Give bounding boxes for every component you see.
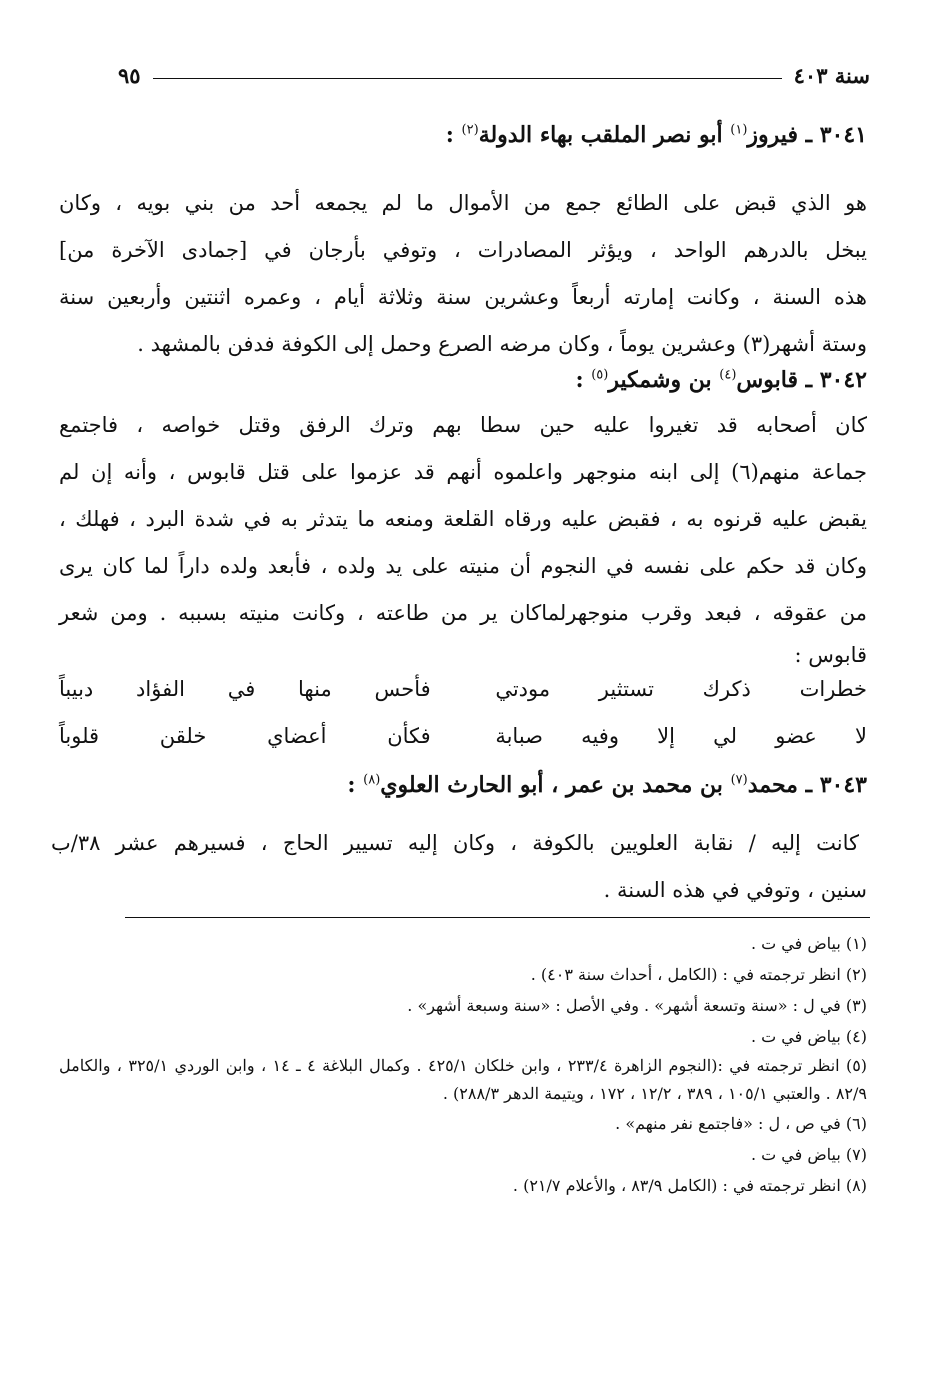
footnote: (٣) في ل : «سنة وتسعة أشهر» . وفي الأصل : «سنة وسبعة أشهر» . bbox=[407, 996, 867, 1015]
text-line: يبخل بالدرهم الواحد ، ويؤثر المصادرات ، وتوفي بأرجان في [جمادى الآخرة من] bbox=[59, 238, 867, 262]
footnote: (١) بياض في ت . bbox=[750, 934, 867, 953]
page-number: ٩٥ bbox=[118, 62, 141, 88]
footnote: (٤) بياض في ت . bbox=[750, 1027, 867, 1046]
entry-title-3043: ٣٠٤٣ ـ محمد$^{(٧)}$ بن محمد بن عمر ، أبو الحارث العلوي$^{(٨)}$ : bbox=[347, 772, 867, 798]
footnote: (٨) انظر ترجمته في : (الكامل ٨٣/٩ ، والأعلام ٢١/٧) . bbox=[512, 1176, 867, 1195]
footnotes bbox=[59, 928, 867, 1201]
text-line: كان أصحابه قد تغيروا عليه حين سطا بهم وترك الرفق وقتل خواصه ، فاجتمع bbox=[59, 413, 867, 437]
text-line: هو الذي قبض على الطائع جمع من الأموال ما لم يجمعه أحد من بني بويه ، وكان bbox=[59, 191, 867, 215]
footnote-divider bbox=[125, 917, 870, 918]
text-line: قابوس : bbox=[794, 643, 867, 667]
text-line: جماعة منهم(٦) إلى ابنه منوجهر واعلموه أنهم قد عزموا على قتل قابوس ، وأنه إن لم bbox=[59, 460, 867, 484]
text-line: من عقوقه ، فبعد وقرب منوجهرلماكان ير من طاعته ، وكانت منيته بسببه . ومن شعر bbox=[59, 601, 867, 625]
text-line: وكان قد حكم على نفسه في النجوم أن منيته على يد ولده ، فأبعد ولده داراً لما كان يرى bbox=[59, 554, 867, 578]
header-year: سنة ٤٠٣ bbox=[793, 62, 870, 88]
text-line: وستة أشهر(٣) وعشرين يوماً ، وكان مرضه الصرع وحمل إلى الكوفة فدفن بالمشهد . bbox=[137, 332, 867, 356]
entry-title-3041: ٣٠٤١ ـ فيروز$^{(١)}$ أبو نصر الملقب بهاء الدولة$^{(٢)}$ : bbox=[445, 122, 867, 148]
footnote: (٧) بياض في ت . bbox=[750, 1145, 867, 1164]
hemistich-first: خطرات ذكرك تستثير مودتي bbox=[495, 676, 867, 701]
poem-verse bbox=[59, 665, 867, 712]
entry-text-3043 bbox=[51, 820, 867, 914]
footnote: (٦) في ص ، ل : «فاجتمع نفر منهم» . bbox=[615, 1114, 867, 1133]
entry-title-3042: ٣٠٤٢ ـ قابوس$^{(٤)}$ بن وشمكير$^{(٥)}$ : bbox=[575, 367, 867, 393]
text-line: يقبض عليه قرنوه به ، فقبض عليه ورقاه القلعة ومنعه ما يتدثر به في شدة البرد ، فهلك ، bbox=[59, 507, 867, 531]
hemistich-first: لا عضو لي إلا وفيه صبابة bbox=[495, 723, 867, 748]
hemistich-second: فأحس منها في الفؤاد دبيباً bbox=[59, 676, 431, 701]
footnote: (٢) انظر ترجمته في : (الكامل ، أحداث سنة ٤٠٣) . bbox=[530, 965, 867, 984]
text-line: كانت إليه / نقابة العلويين بالكوفة ، وكان إليه تسيير الحاج ، فسيرهم عشر ٣٨/ب bbox=[51, 831, 859, 855]
running-header bbox=[118, 58, 870, 92]
hemistich-second: فكأن أعضاي خلقن قلوباً bbox=[59, 723, 431, 748]
text-line: هذه السنة ، وكانت إمارته أربعاً وعشرين سنة وثلاثة أيام ، وعمره اثنتين وأربعين سنة bbox=[59, 285, 867, 309]
entry-text-3041 bbox=[59, 180, 867, 368]
poem-verse bbox=[59, 712, 867, 759]
poem bbox=[59, 665, 867, 759]
footnote: (٥) انظر ترجمته في :(النجوم الزاهرة ٢٣٣/٤ ، وابن خلكان ٤٢٥/١ . وكمال البلاغة ٤ ـ ١٤ ، وابن الوردي ٣٢٥/١ ، والكامل ٨٢/٩ . والعتبي ١٠٥/١ ، ٣٨٩ ، ١٢/٢ ، ١٧٢ ، ويتيمة الدهر ٢٨٨/٣) . bbox=[59, 1056, 868, 1103]
header-rule bbox=[153, 78, 782, 79]
entry-text-3042 bbox=[59, 402, 867, 673]
text-line: سنين ، وتوفي في هذه السنة . bbox=[603, 878, 867, 902]
